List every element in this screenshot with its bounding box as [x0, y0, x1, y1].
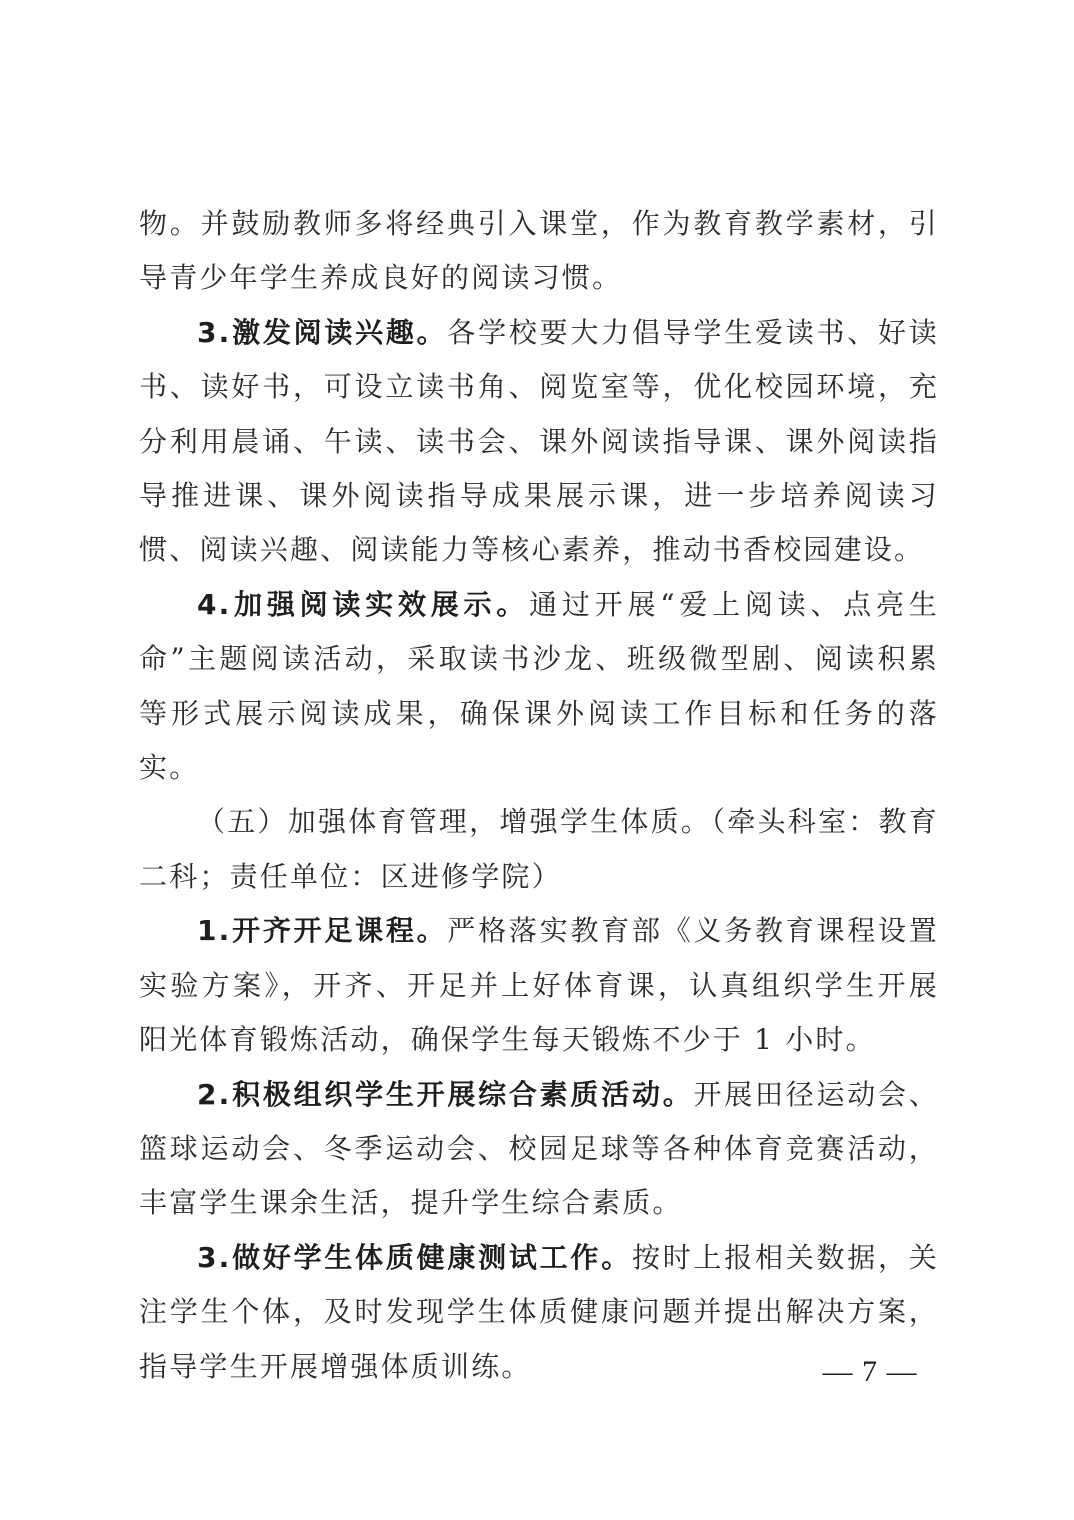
paragraph-text: 各学校要大力倡导学生爱读书、好读书、读好书，可设立读书角、阅览室等，优化校园环境，充分利用晨诵、午读、读书会、课外阅读指导课、课外阅读指导推进课、课外阅读指导成果展示课，进一步培养阅读习惯、阅读兴趣、阅读能力等核心素养，推动书香校园建设。 [139, 315, 940, 567]
paragraph-text: 按时上报相关数据，关注学生个体，及时发现学生体质健康问题并提出解决方案，指导学生开展增强体质训练。 [139, 1240, 939, 1383]
body-text [139, 197, 939, 1394]
paragraph-text: 物。并鼓励教师多将经典引入课堂，作为教育教学素材，引导青少年学生养成良好的阅读习惯。 [139, 207, 939, 295]
paragraph-heading: 3.做好学生体质健康测试工作。 [197, 1240, 632, 1274]
page-number: — 7 — [822, 1355, 918, 1388]
paragraph-heading: 2.积极组织学生开展综合素质活动。 [197, 1077, 694, 1111]
paragraph-courses [139, 904, 939, 1067]
paragraph-text: 严格落实教育部《义务教育课程设置实验方案》，开齐、开足并上好体育课，认真组织学生开展阳光体育锻炼活动，确保学生每天锻炼不少于 1 小时。 [139, 914, 940, 1057]
paragraph-continuation [139, 197, 939, 306]
paragraph-activities [139, 1068, 939, 1231]
paragraph-text: 开展田径运动会、篮球运动会、冬季运动会、校园足球等各种体育竞赛活动，丰富学生课余生活，提升学生综合素质。 [139, 1077, 939, 1220]
paragraph-reading-showcase [139, 578, 939, 796]
section-heading-pe-management [139, 795, 939, 904]
paragraph-reading-interest [139, 306, 939, 578]
paragraph-heading: 3.激发阅读兴趣。 [197, 315, 448, 349]
paragraph-heading: 1.开齐开足课程。 [197, 914, 448, 948]
paragraph-text: 通过开展“爱上阅读、点亮生命”主题阅读活动，采取读书沙龙、班级微型剧、阅读积累等形式展示阅读成果，确保课外阅读工作目标和任务的落实。 [139, 587, 939, 785]
paragraph-text: （五）加强体育管理，增强学生体质。（牵头科室：教育二科；责任单位：区进修学院） [139, 805, 939, 893]
paragraph-heading: 4.加强阅读实效展示。 [197, 587, 530, 621]
